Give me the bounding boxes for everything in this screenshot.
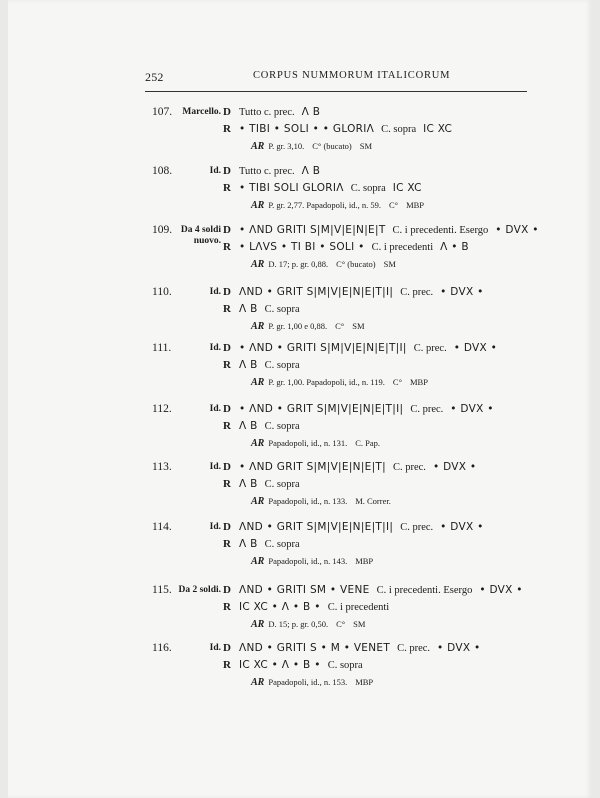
reverse-line <box>223 123 459 135</box>
coin-legend: • ΛND GRIT S|M|V|E|N|E|T| <box>239 461 386 473</box>
header-rule <box>145 91 527 92</box>
running-title: CORPUS NUMMORUM ITALICORUM <box>253 70 451 81</box>
metal-symbol: AR <box>251 200 265 211</box>
coin-legend: IC XC • Λ • B • <box>239 659 321 671</box>
collection: M. Correr. <box>355 496 391 506</box>
entry-denomination: Id. <box>209 404 221 414</box>
specimen-info <box>251 321 365 332</box>
collection: SM <box>383 259 396 269</box>
coin-legend: IC XC <box>423 123 453 135</box>
entry-denomination: Da 4 soldi nuovo. <box>180 225 221 246</box>
coin-legend: • DVX • <box>437 642 481 654</box>
condition: C° <box>335 321 345 331</box>
reverse-mark: R <box>223 601 231 613</box>
obverse-mark: D <box>223 521 231 533</box>
description-text: C. i precedenti. Esergo <box>392 225 489 236</box>
collection: MBP <box>355 677 374 687</box>
reverse-mark: R <box>223 241 231 253</box>
reverse-line <box>223 420 307 432</box>
weight-reference: P. gr. 1,00. Papadopoli, id., n. 119. <box>268 377 385 387</box>
coin-legend: • ΛND • GRIT S|M|V|E|N|E|T|I| <box>239 403 404 415</box>
description-text: C. sopra <box>264 539 300 550</box>
obverse-line <box>223 165 327 177</box>
collection: MBP <box>406 200 425 210</box>
entry-number: 107. <box>152 106 173 118</box>
coin-legend: Λ B <box>301 165 321 177</box>
coin-legend: • DVX • <box>453 342 498 354</box>
entry-number: 112. <box>152 403 172 415</box>
metal-symbol: AR <box>251 259 265 270</box>
obverse-line <box>223 224 546 236</box>
condition: C° (bucato) <box>336 259 376 269</box>
reverse-line <box>223 478 307 490</box>
reverse-line <box>223 359 307 371</box>
coin-legend: • LΛVS • TI BI • SOLI • <box>239 241 365 253</box>
obverse-line <box>223 584 530 596</box>
description-text: C. sopra <box>350 183 386 194</box>
obverse-mark: D <box>223 584 231 596</box>
collection: SM <box>359 141 373 151</box>
entry-denomination: Id. <box>209 166 221 176</box>
entry-denomination: Marcello. <box>182 107 221 117</box>
description-text: C. sopra <box>264 479 300 490</box>
reverse-line <box>223 241 476 253</box>
collection: SM <box>353 619 366 629</box>
coin-legend: ΛND • GRIT S|M|V|E|N|E|T|I| <box>239 286 394 298</box>
coin-legend: Λ B <box>239 538 258 550</box>
coin-legend: • DVX • <box>432 461 477 473</box>
coin-legend: • TIBI • SOLI • • GLORIΛ <box>239 123 375 135</box>
coin-legend: • DVX • <box>440 521 484 533</box>
entry-denomination: Id. <box>209 343 221 353</box>
description-text: Tutto c. prec. <box>239 107 295 118</box>
reverse-line <box>223 538 307 550</box>
specimen-info <box>251 200 424 211</box>
entry-number: 110. <box>152 286 172 298</box>
coin-legend: IC XC • Λ • B • <box>239 601 321 613</box>
description-text: C. prec. <box>400 522 434 533</box>
metal-symbol: AR <box>251 141 265 152</box>
obverse-line <box>223 106 327 118</box>
obverse-line <box>223 521 491 533</box>
reverse-mark: R <box>223 303 231 315</box>
collection: MBP <box>355 556 374 566</box>
description-text: C. prec. <box>410 404 444 415</box>
coin-legend: ΛND • GRITI S • M • VENET <box>239 642 391 654</box>
entry-number: 114. <box>152 521 172 533</box>
reverse-mark: R <box>223 182 231 194</box>
metal-symbol: AR <box>251 438 265 449</box>
obverse-line <box>223 642 487 654</box>
reverse-mark: R <box>223 359 231 371</box>
coin-legend: • ΛND • GRITI S|M|V|E|N|E|T|I| <box>239 342 407 354</box>
reverse-mark: R <box>223 659 231 671</box>
coin-legend: • DVX • <box>479 584 523 596</box>
collection: C. Pap. <box>355 438 380 448</box>
entry-denomination: Id. <box>209 462 221 472</box>
obverse-mark: D <box>223 642 231 654</box>
description-text: C. i precedenti <box>371 242 434 253</box>
entry-number: 115. <box>152 584 172 596</box>
metal-symbol: AR <box>251 677 265 688</box>
coin-legend: Λ B <box>239 303 258 315</box>
description-text: C. prec. <box>413 343 447 354</box>
entry-number: 116. <box>152 642 172 654</box>
reverse-line <box>223 659 370 671</box>
description-text: C. prec. <box>400 287 434 298</box>
specimen-info <box>251 438 380 449</box>
condition: C° <box>388 200 399 210</box>
entry-denomination: Id. <box>209 643 221 653</box>
entry-denomination: Id. <box>209 287 221 297</box>
entry-number: 108. <box>152 165 173 177</box>
running-header <box>145 70 525 88</box>
description-text: C. sopra <box>264 360 300 371</box>
weight-reference: D. 15; p. gr. 0,50. <box>268 619 329 629</box>
weight-reference: Papadopoli, id., n. 131. <box>268 438 348 448</box>
weight-reference: Papadopoli, id., n. 153. <box>268 677 348 687</box>
description-text: C. i precedenti <box>327 602 390 613</box>
obverse-mark: D <box>223 106 231 118</box>
description-text: C. sopra <box>381 124 417 135</box>
coin-legend: Λ B <box>239 478 258 490</box>
reverse-mark: R <box>223 538 231 550</box>
coin-legend: • TIBI SOLI GLORIΛ <box>239 182 344 194</box>
coin-legend: ΛND • GRIT S|M|V|E|N|E|T|I| <box>239 521 394 533</box>
obverse-line <box>223 461 483 473</box>
weight-reference: Papadopoli, id., n. 133. <box>268 496 348 506</box>
specimen-info <box>251 619 365 630</box>
page <box>8 0 592 798</box>
description-text: C. sopra <box>264 304 300 315</box>
metal-symbol: AR <box>251 496 265 507</box>
coin-legend: ΛND • GRITI SM • VENE <box>239 584 370 596</box>
specimen-info <box>251 556 373 567</box>
reverse-mark: R <box>223 420 231 432</box>
condition: C° (bucato) <box>312 141 352 151</box>
coin-legend: IC XC <box>392 182 422 194</box>
specimen-info <box>251 141 372 152</box>
obverse-mark: D <box>223 461 231 473</box>
specimen-info <box>251 496 391 507</box>
description-text: C. prec. <box>392 462 426 473</box>
metal-symbol: AR <box>251 556 265 567</box>
coin-legend: Λ • B <box>440 241 469 253</box>
reverse-line <box>223 601 396 613</box>
condition: C° <box>392 377 402 387</box>
description-text: C. prec. <box>397 643 431 654</box>
entry-denomination: Id. <box>209 522 221 532</box>
weight-reference: P. gr. 1,00 e 0,88. <box>268 321 328 331</box>
obverse-mark: D <box>223 342 231 354</box>
weight-reference: P. gr. 2,77. Papadopoli, id., n. 59. <box>268 200 381 210</box>
coin-legend: • DVX • <box>440 286 484 298</box>
obverse-mark: D <box>223 165 231 177</box>
description-text: C. i precedenti. Esergo <box>376 585 473 596</box>
obverse-line <box>223 342 504 354</box>
obverse-mark: D <box>223 286 231 298</box>
specimen-info <box>251 677 373 688</box>
weight-reference: D. 17; p. gr. 0,88. <box>268 259 329 269</box>
coin-legend: Λ B <box>239 420 258 432</box>
weight-reference: Papadopoli, id., n. 143. <box>268 556 348 566</box>
collection: MBP <box>410 377 428 387</box>
obverse-line <box>223 286 491 298</box>
page-number: 252 <box>145 70 164 84</box>
description-text: C. sopra <box>327 660 363 671</box>
obverse-mark: D <box>223 403 231 415</box>
entry-number: 113. <box>152 461 172 473</box>
metal-symbol: AR <box>251 321 265 332</box>
reverse-mark: R <box>223 478 231 490</box>
coin-legend: Λ B <box>239 359 258 371</box>
reverse-line <box>223 182 429 194</box>
specimen-info <box>251 259 396 270</box>
coin-legend: • DVX • <box>495 224 539 236</box>
reverse-line <box>223 303 307 315</box>
metal-symbol: AR <box>251 619 265 630</box>
description-text: Tutto c. prec. <box>239 166 295 177</box>
description-text: C. sopra <box>264 421 300 432</box>
specimen-info <box>251 377 428 388</box>
entry-number: 109. <box>152 224 173 236</box>
weight-reference: P. gr. 3,10. <box>268 141 305 151</box>
condition: C° <box>336 619 346 629</box>
obverse-line <box>223 403 501 415</box>
reverse-mark: R <box>223 123 231 135</box>
coin-legend: Λ B <box>301 106 321 118</box>
coin-legend: • ΛND GRITI S|M|V|E|N|E|T <box>239 224 386 236</box>
entry-denomination: Da 2 soldi. <box>178 585 221 595</box>
entry-number: 111. <box>152 342 172 354</box>
coin-legend: • DVX • <box>450 403 494 415</box>
collection: SM <box>352 321 365 331</box>
metal-symbol: AR <box>251 377 265 388</box>
obverse-mark: D <box>223 224 231 236</box>
